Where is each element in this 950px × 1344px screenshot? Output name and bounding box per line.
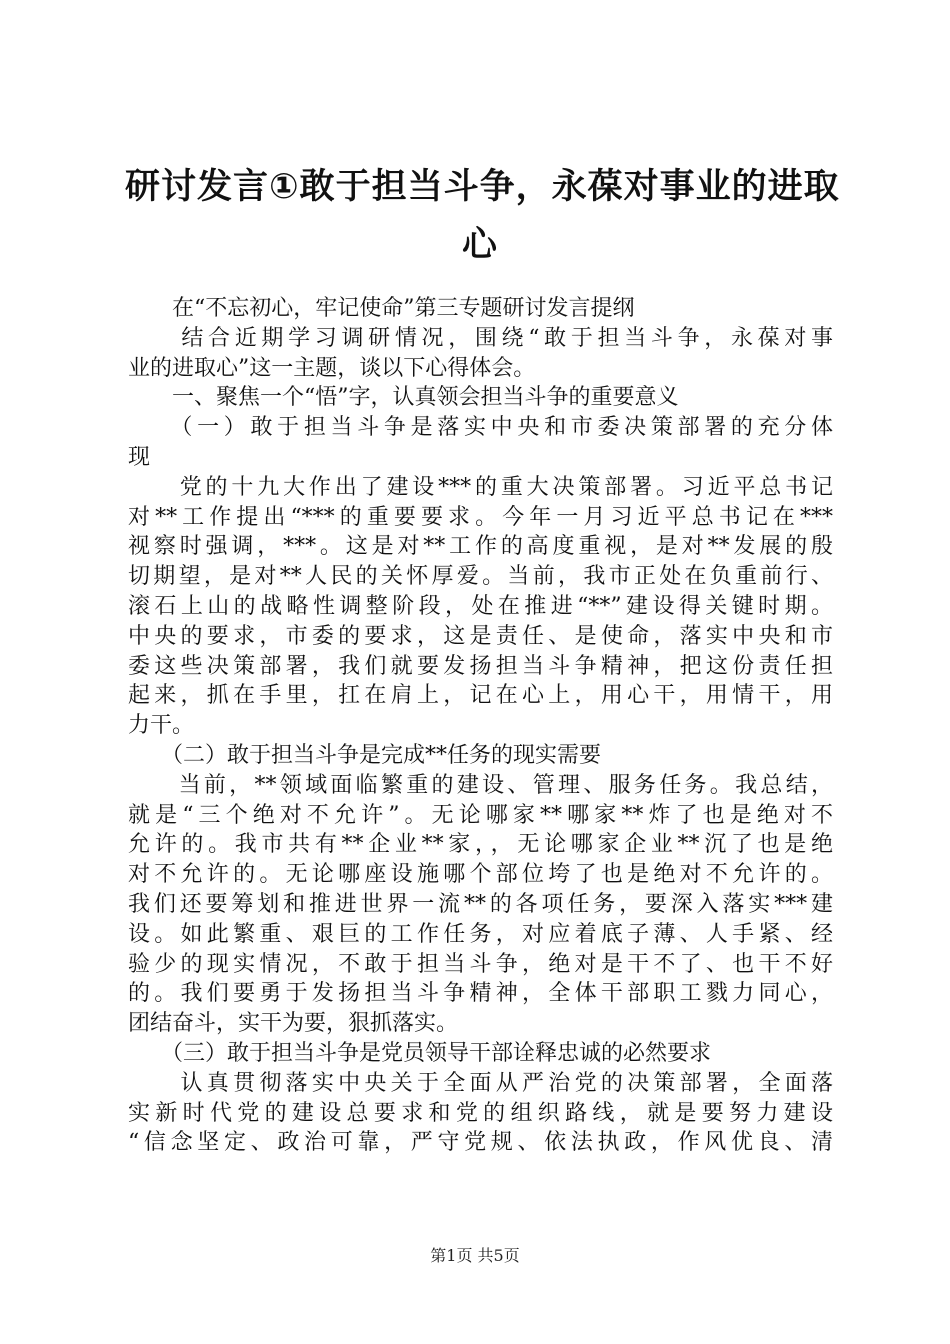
body-line: 验少的现实情况，不敢于担当斗争，绝对是干不了、也干不好 bbox=[128, 951, 833, 977]
body-line: 团结奋斗，实干为要，狠抓落实。 bbox=[128, 1011, 459, 1037]
body-line: 视察时强调，***。这是对**工作的高度重视，是对**发展的殷 bbox=[128, 534, 833, 560]
body-line: （二）敢于担当斗争是完成**任务的现实需要 bbox=[128, 742, 602, 768]
body-line: 当前，**领域面临繁重的建设、管理、服务任务。我总结， bbox=[128, 772, 833, 798]
body-line: 切期望，是对**人民的关怀厚爱。当前，我市正处在负重前行、 bbox=[128, 564, 833, 590]
body-line: 的。我们要勇于发扬担当斗争精神，全体干部职工戮力同心， bbox=[128, 981, 833, 1007]
body-line: 一、聚焦一个“悟”字，认真领会担当斗争的重要意义 bbox=[128, 385, 679, 411]
body-line: 对**工作提出“***的重要要求。今年一月习近平总书记在*** bbox=[128, 504, 833, 530]
body-line: 业的进取心”这一主题，谈以下心得体会。 bbox=[128, 355, 536, 381]
document-title bbox=[125, 158, 840, 274]
body-line: 实新时代党的建设总要求和党的组织路线，就是要努力建设 bbox=[128, 1100, 833, 1126]
page-footer: 第1页 共5页 bbox=[430, 1246, 520, 1265]
body-line: 结合近期学习调研情况，围绕“敢于担当斗争，永葆对事 bbox=[128, 325, 833, 351]
title-line-1: 研讨发言①敢于担当斗争，永葆对事业的进取 bbox=[125, 167, 840, 207]
body-line: 力干。 bbox=[128, 713, 195, 739]
body-line: 中央的要求，市委的要求，这是责任、是使命，落实中央和市 bbox=[128, 623, 833, 649]
document-body bbox=[128, 294, 833, 1158]
body-line: “信念坚定、政治可靠，严守党规、依法执政，作风优良、清 bbox=[128, 1130, 833, 1156]
body-line: 滚石上山的战略性调整阶段，处在推进“**”建设得关键时期。 bbox=[128, 593, 833, 619]
body-line: 设。如此繁重、艰巨的工作任务，对应着底子薄、人手紧、经 bbox=[128, 921, 833, 947]
body-line: （三）敢于担当斗争是党员领导干部诠释忠诚的必然要求 bbox=[128, 1040, 712, 1066]
body-line: 起来，抓在手里，扛在肩上，记在心上，用心干，用情干，用 bbox=[128, 683, 833, 709]
title-line-2: 心 bbox=[461, 225, 498, 265]
body-line: 委这些决策部署，我们就要发扬担当斗争精神，把这份责任担 bbox=[128, 653, 833, 679]
body-line: 在“不忘初心，牢记使命”第三专题研讨发言提纲 bbox=[128, 296, 635, 321]
body-line: 党的十九大作出了建设***的重大决策部署。习近平总书记 bbox=[128, 474, 833, 500]
body-line: 就是“三个绝对不允许”。无论哪家**哪家**炸了也是绝对不 bbox=[128, 802, 833, 828]
body-line: 现 bbox=[128, 444, 151, 470]
body-line: 对不允许的。无论哪座设施哪个部位垮了也是绝对不允许的。 bbox=[128, 862, 833, 888]
body-line: 允许的。我市共有**企业**家，，无论哪家企业**沉了也是绝 bbox=[128, 832, 833, 858]
body-line: （一）敢于担当斗争是落实中央和市委决策部署的充分体 bbox=[128, 415, 833, 441]
body-line: 我们还要筹划和推进世界一流**的各项任务，要深入落实***建 bbox=[128, 891, 833, 917]
body-line: 认真贯彻落实中央关于全面从严治党的决策部署，全面落 bbox=[128, 1070, 833, 1096]
